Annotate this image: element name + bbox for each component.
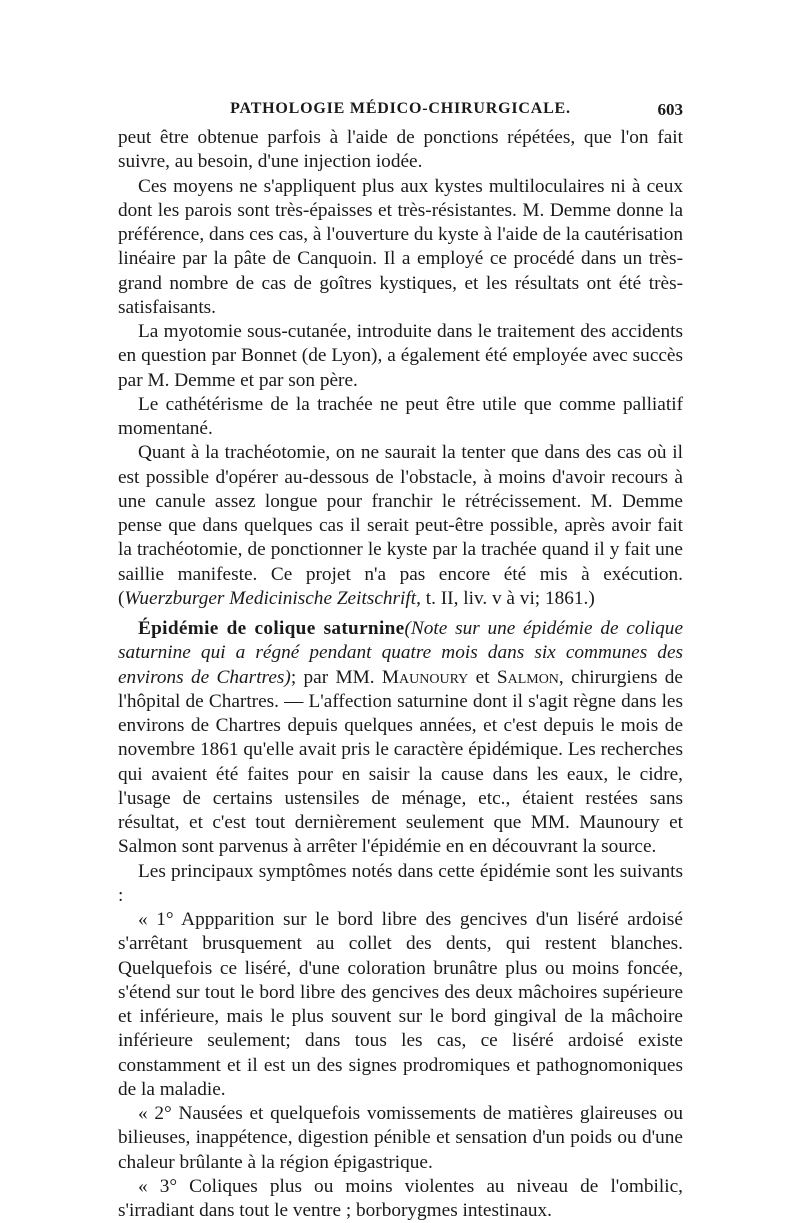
body-text (118, 126, 683, 1223)
citation-title: Wuerzburger Medicinische Zeitschrift (124, 587, 417, 609)
paragraph: Le cathétérisme de la trachée ne peut être utile que comme palliatif momentané. (118, 393, 683, 439)
paragraph: peut être obtenue parfois à l'aide de ponctions répétées, que l'on fait suivre, au besoin, d'une injection iodée. (118, 127, 683, 173)
author-name: Salmon (496, 666, 559, 688)
authors-prefix: ; par MM. (290, 666, 382, 688)
page-number: 603 (657, 100, 683, 119)
paragraph: La myotomie sous-cutanée, introduite dans le traitement des accidents en question par Bonnet (de Lyon), a également été employée avec succès par M. Demme et par son père. (118, 321, 683, 391)
section-note: (Note sur une épidémie de colique saturnine qui a régné pendant quatre mois dans six communes des environs de Chartres) (118, 618, 684, 688)
symptom-paragraph: « 1° Appparition sur le bord libre des gencives d'un liséré ardoisé s'arrêtant brusquement au collet des dents, qui restent blanches. Quelquefois ce liséré, d'une coloration brunâtre plus ou moins foncée, s'étend sur tout le bord libre des gencives des deux mâchoires supérieure et inférieure, mais le plus souvent sur le bord gingival de la mâchoire inférieure seulement; dans tous les cas, ce liséré ardoisé existe constamment et il est un des signes prodromiques et pathognomoniques de la maladie. (118, 909, 683, 1100)
authors-and: et (468, 666, 497, 688)
running-title: PATHOLOGIE MÉDICO-CHIRURGICALE. (230, 100, 571, 117)
citation-rest: , t. II, liv. v à vi; 1861.) (416, 587, 595, 609)
paragraph-text: Quant à la trachéotomie, on ne saurait la tenter que dans des cas où il est possible d'opérer au-dessous de l'obstacle, à moins d'avoir recours à une canule assez longue pour franchir le rétrécissement. M. Demme pense que dans quelques cas il serait peut-être possible, après avoir fait la trachéotomie, de ponctionner le kyste par la trachée quand il y fait une saillie manifeste. Ce projet n'a pas encore été mis à exécution. (118, 442, 683, 585)
page-header (118, 100, 683, 124)
author-name: Maunoury (381, 666, 469, 688)
section-paragraph (118, 617, 683, 860)
citation-open: ( (118, 587, 125, 609)
paragraph-text: , chirurgiens de l'hôpital de Chartres. — L'affection saturnine dont il s'agit règne dans les environs de Chartres depuis quelques années, et c'est depuis le mois de novembre 1861 qu'elle avait pris le caractère épidémique. Les recherches qui avaient été faites pour en saisir la cause dans les eaux, le cidre, l'usage de certains ustensiles de ménage, etc., étaient restées sans résultat, et c'est tout dernièrement seulement que MM. Maunoury et Salmon sont parvenus à arrêter l'épidémie en en découvrant la source. (118, 666, 683, 858)
symptom-paragraph: « 2° Nausées et quelquefois vomissements de matières glaireuses ou bilieuses, inappétence, digestion pénible et sensation d'un poids ou d'une chaleur brûlante à la région épigastrique. (118, 1103, 683, 1173)
section-title: Épidémie de colique saturnine (138, 618, 405, 639)
paragraph (118, 441, 683, 611)
paragraph: Les principaux symptômes notés dans cette épidémie sont les suivants : (118, 860, 683, 906)
symptom-paragraph: « 3° Coliques plus ou moins violentes au niveau de l'ombilic, s'irradiant dans tout le ventre ; borborygmes intestinaux. (118, 1175, 683, 1221)
paragraph: Ces moyens ne s'appliquent plus aux kystes multiloculaires ni à ceux dont les parois sont très-épaisses et très-résistantes. M. Demme donne la préférence, dans ces cas, à l'ouverture du kyste à l'aide de la cautérisation linéaire par la pâte de Canquoin. Il a employé ce procédé dans un très-grand nombre de cas de goîtres kystiques, et les résultats ont été très-satisfaisants. (118, 175, 683, 318)
